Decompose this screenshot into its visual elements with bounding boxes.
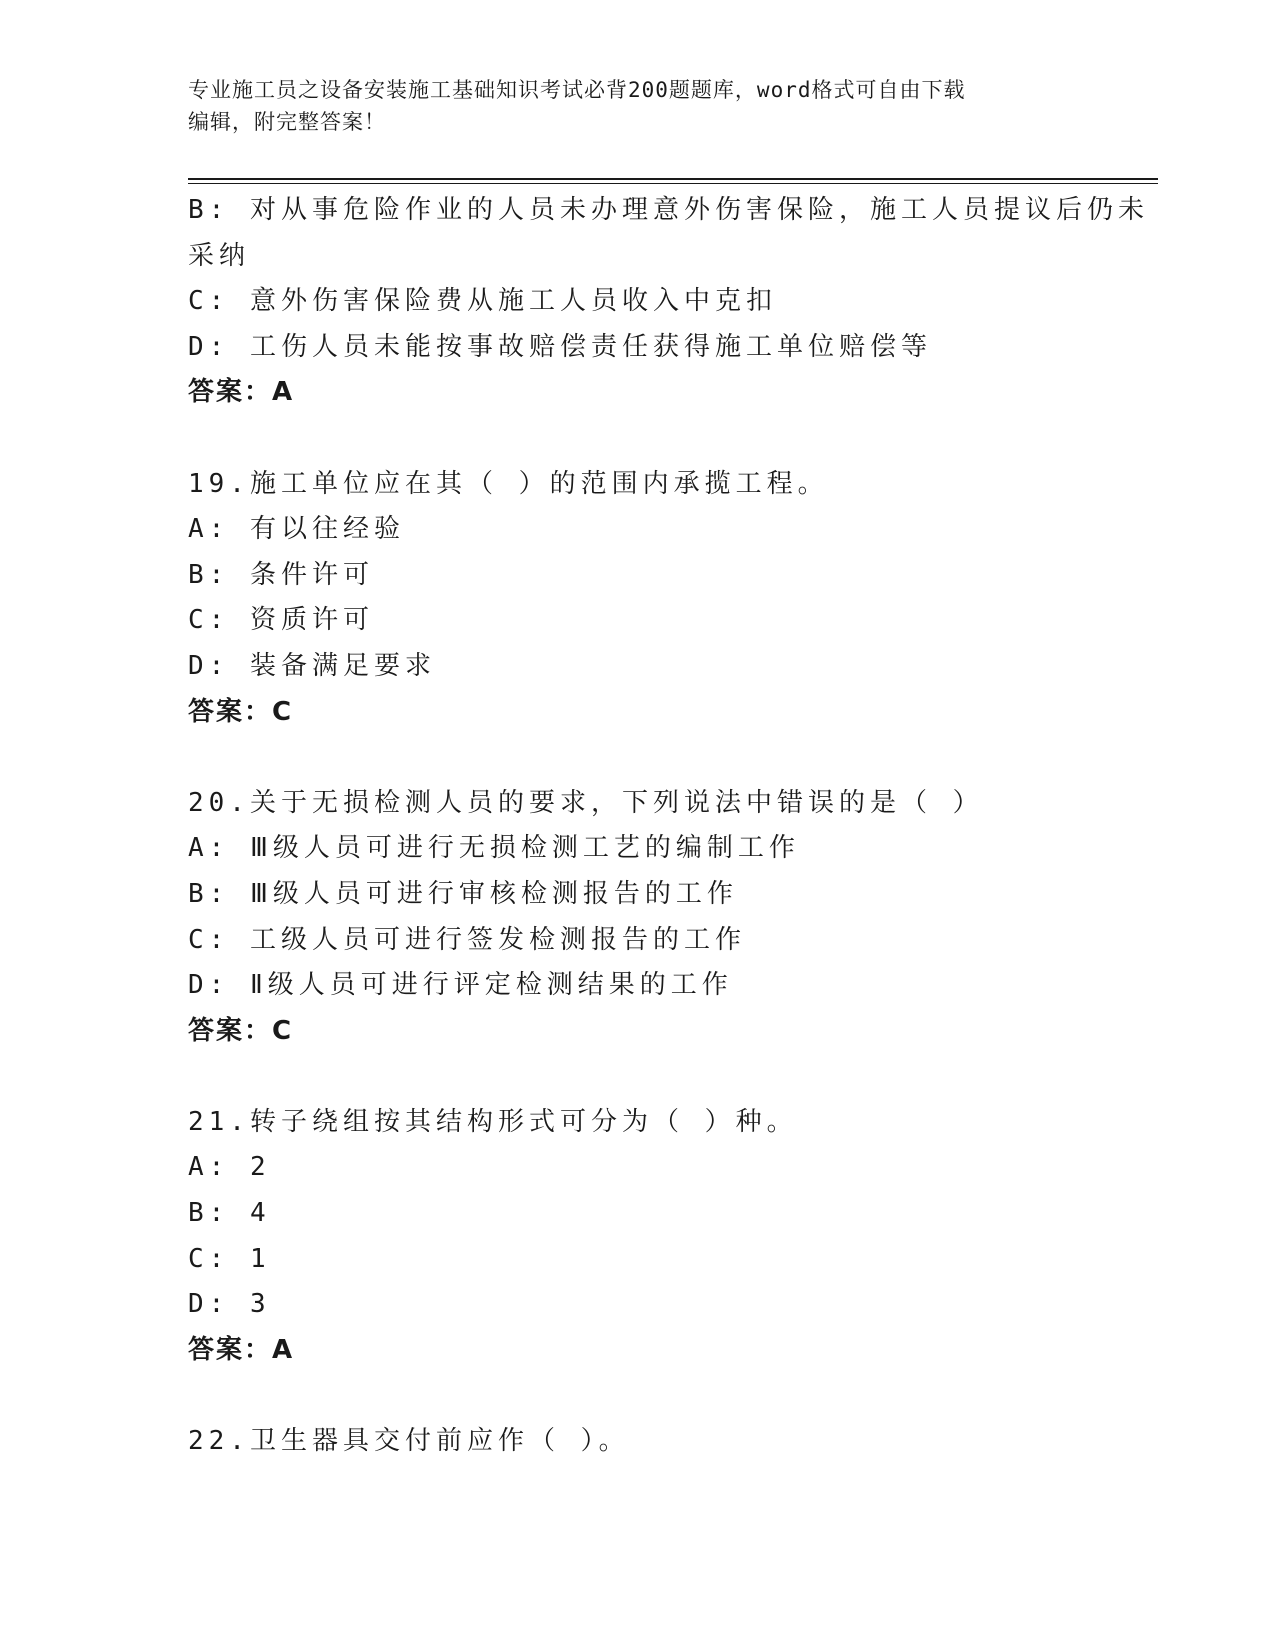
document-title-line-2: 编辑，附完整答案！ (188, 110, 386, 134)
option-c: C: 资质许可 (188, 605, 374, 636)
spacer (188, 416, 1088, 462)
option-a: A: 有以往经验 (188, 514, 405, 545)
option-b: B: 条件许可 (188, 559, 374, 590)
spacer (188, 1054, 1088, 1100)
option-c: C: 1 (188, 1243, 271, 1274)
answer-label: 答案：C (188, 696, 294, 727)
question-list (188, 188, 1149, 1465)
header-rule-thick (188, 178, 1158, 180)
option-a: A: Ⅲ级人员可进行无损检测工艺的编制工作 (188, 833, 800, 864)
answer-label: 答案：A (188, 1334, 295, 1365)
option-d: D: 装备满足要求 (188, 650, 436, 681)
option-d: D: 3 (188, 1289, 271, 1320)
question-text: 22.卫生器具交付前应作（ ）。 (188, 1426, 630, 1457)
question-block-19 (188, 462, 1088, 736)
header-rule-thin (188, 183, 1158, 184)
option-a: A: 2 (188, 1152, 271, 1183)
document-title-line-1: 专业施工员之设备安装施工基础知识考试必背200题题库，word格式可自由下载 (188, 78, 966, 102)
option-b: B: 4 (188, 1198, 271, 1229)
question-text: 20.关于无损检测人员的要求，下列说法中错误的是（ ） (188, 787, 984, 818)
option-d: D: 工伤人员未能按事故赔偿责任获得施工单位赔偿等 (188, 331, 932, 362)
spacer (188, 735, 1088, 781)
answer-label: 答案：A (188, 377, 295, 408)
question-block-20 (188, 781, 1088, 1055)
question-block-21 (188, 1100, 1088, 1374)
option-c: C: 意外伤害保险费从施工人员收入中克扣 (188, 286, 777, 317)
answer-label: 答案：C (188, 1015, 294, 1046)
question-block-22 (188, 1419, 1088, 1465)
question-text: 19.施工单位应在其（ ）的范围内承揽工程。 (188, 468, 829, 499)
option-b: B: 对从事危险作业的人员未办理意外伤害保险，施工人员提议后仍未 (188, 195, 1149, 225)
option-c: C: 工级人员可进行签发检测报告的工作 (188, 924, 746, 955)
page-header (188, 74, 1068, 138)
option-b-continued: 采纳 (188, 240, 251, 271)
option-d: D: Ⅱ级人员可进行评定检测结果的工作 (188, 970, 733, 1001)
spacer (188, 1373, 1088, 1419)
option-b: B: Ⅲ级人员可进行审核检测报告的工作 (188, 878, 738, 909)
question-block-18 (188, 188, 1149, 416)
question-text: 21.转子绕组按其结构形式可分为（ ）种。 (188, 1106, 798, 1137)
